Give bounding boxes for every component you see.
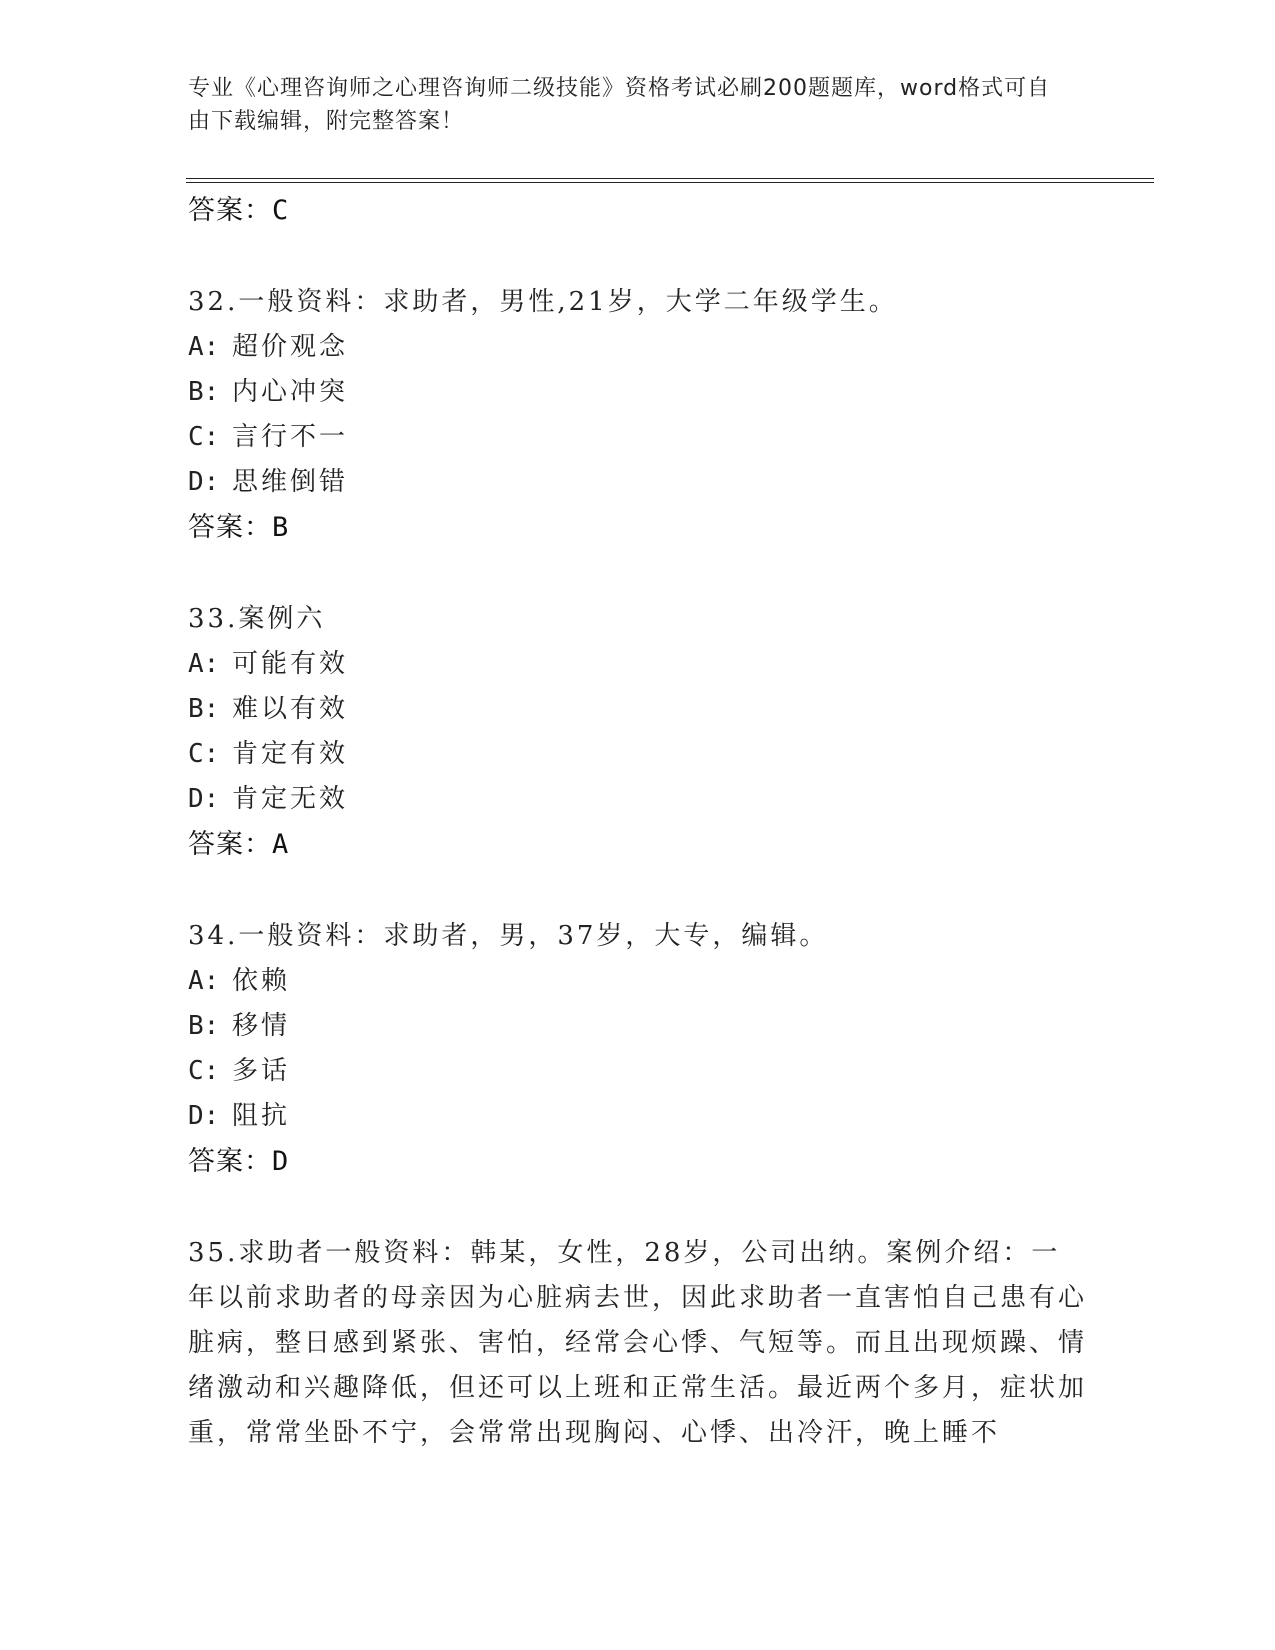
question-block-32 (188, 280, 1088, 550)
option-letter: D: (188, 1101, 220, 1131)
option-a (188, 325, 1088, 370)
question-title: 32.一般资料：求助者，男性,21岁，大学二年级学生。 (188, 287, 898, 317)
option-letter: B: (188, 694, 220, 724)
question-content (188, 188, 1088, 1456)
question-title: 33.案例六 (188, 604, 326, 634)
option-letter: D: (188, 467, 220, 497)
option-text: 多话 (232, 1056, 291, 1086)
option-text: 阻抗 (232, 1101, 291, 1131)
option-text: 言行不一 (232, 422, 349, 452)
option-letter: B: (188, 377, 220, 407)
option-text: 移情 (232, 1011, 291, 1041)
spacer (188, 550, 1088, 597)
question-block-35 (188, 1231, 1088, 1456)
option-letter: C: (188, 422, 220, 452)
answer-label: 答案： (188, 512, 272, 543)
spacer (188, 1184, 1088, 1231)
answer-line (188, 505, 1088, 550)
option-letter: C: (188, 1056, 220, 1086)
option-d (188, 460, 1088, 505)
option-text: 思维倒错 (232, 467, 349, 497)
answer-line (188, 822, 1088, 867)
option-letter: D: (188, 784, 220, 814)
answer-value: D (272, 1146, 290, 1177)
header-divider (186, 178, 1154, 183)
option-c (188, 415, 1088, 460)
answer-label: 答案： (188, 195, 272, 226)
option-text: 难以有效 (232, 694, 349, 724)
answer-value: B (272, 512, 290, 543)
option-text: 肯定无效 (232, 784, 349, 814)
answer-label: 答案： (188, 1146, 272, 1177)
option-a (188, 642, 1088, 687)
answer-value: A (272, 829, 290, 860)
option-c (188, 1049, 1088, 1094)
option-b (188, 687, 1088, 732)
question-block-34 (188, 914, 1088, 1184)
option-text: 内心冲突 (232, 377, 349, 407)
option-text: 肯定有效 (232, 739, 349, 769)
answer-value: C (272, 195, 290, 226)
answer-line (188, 188, 1088, 233)
option-letter: C: (188, 739, 220, 769)
page-header: 专业《心理咨询师之心理咨询师二级技能》资格考试必刷200题题库，word格式可自由下载编辑，附完整答案！ (188, 76, 1051, 134)
answer-label: 答案： (188, 829, 272, 860)
option-letter: A: (188, 332, 220, 362)
answer-line (188, 1139, 1088, 1184)
option-b (188, 1004, 1088, 1049)
option-text: 依赖 (232, 966, 291, 996)
question-title: 35.求助者一般资料：韩某，女性，28岁，公司出纳。案例介绍：一年以前求助者的母亲因为心脏病去世，因此求助者一直害怕自己患有心脏病，整日感到紧张、害怕，经常会心悸、气短等。而且出现烦躁、情绪激动和兴趣降低，但还可以上班和正常生活。最近两个多月，症状加重，常常坐卧不宁，会常常出现胸闷、心悸、出冷汗，晚上睡不 (188, 1238, 1088, 1448)
option-letter: A: (188, 649, 220, 679)
option-a (188, 959, 1088, 1004)
option-letter: A: (188, 966, 220, 996)
question-block-33 (188, 597, 1088, 867)
option-c (188, 732, 1088, 777)
option-d (188, 1094, 1088, 1139)
option-letter: B: (188, 1011, 220, 1041)
spacer (188, 867, 1088, 914)
spacer (188, 233, 1088, 280)
question-title: 34.一般资料：求助者，男，37岁，大专，编辑。 (188, 921, 829, 951)
option-b (188, 370, 1088, 415)
option-text: 超价观念 (232, 332, 349, 362)
option-text: 可能有效 (232, 649, 349, 679)
option-d (188, 777, 1088, 822)
